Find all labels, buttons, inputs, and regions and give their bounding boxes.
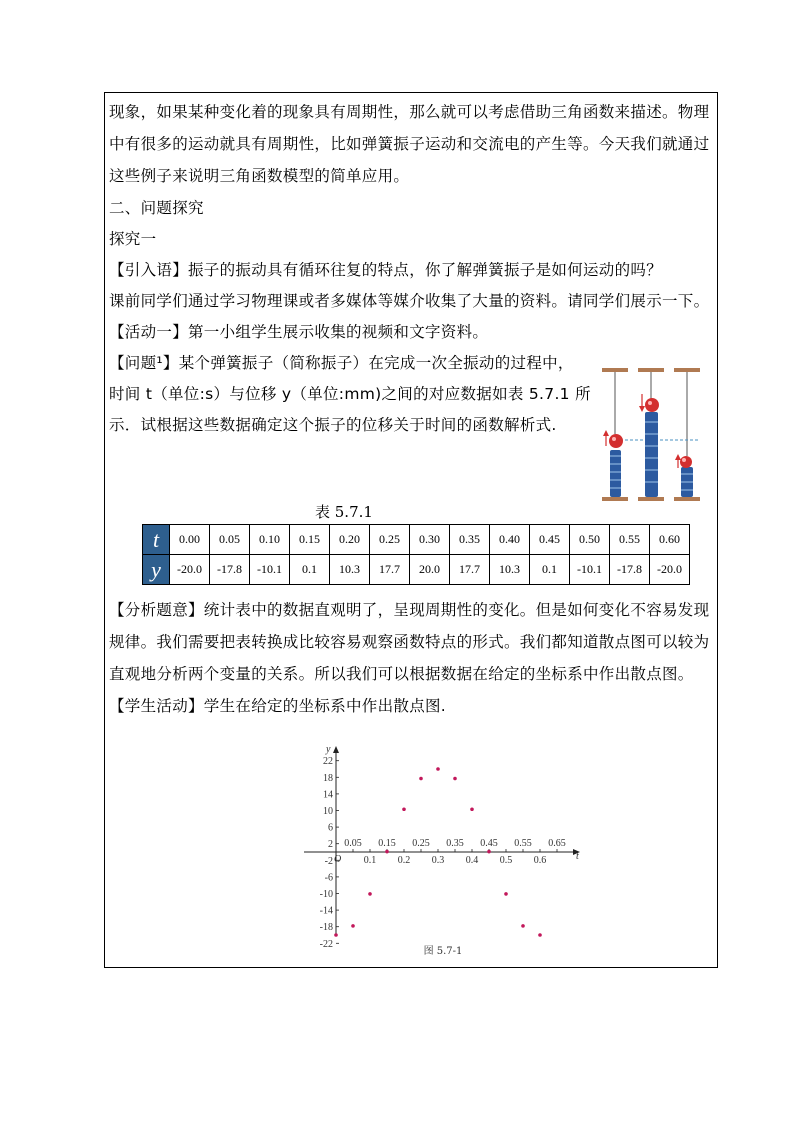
y-tick-label: -6 [324, 872, 333, 884]
t-value-cell: 0.55 [610, 525, 650, 555]
paragraph-line: 现象，如果某种变化着的现象具有周期性，那么就可以考虑借助三角函数来描述。物理 [109, 103, 710, 121]
t-value-cell: 0.15 [290, 525, 330, 555]
t-value-cell: 0.05 [210, 525, 250, 555]
data-point [351, 924, 355, 928]
y-value-cell: -20.0 [170, 555, 210, 585]
y-tick-label: -14 [319, 905, 333, 917]
spring-oscillator-illustration [596, 364, 706, 506]
question-line: 【问题¹】某个弹簧振子（简称振子）在完成一次全振动的过程中， [109, 354, 574, 372]
y-value-cell: -10.1 [250, 555, 290, 585]
y-axis-arrow [333, 746, 339, 753]
data-point [504, 892, 508, 896]
t-value-cell: 0.40 [490, 525, 530, 555]
y-value-cell: 0.1 [530, 555, 570, 585]
data-point [453, 777, 457, 781]
data-point [402, 807, 406, 811]
y-value-cell: 20.0 [410, 555, 450, 585]
t-value-cell: 0.20 [330, 525, 370, 555]
y-value-cell: -20.0 [650, 555, 690, 585]
y-tick-label: 18 [323, 772, 333, 784]
data-point [334, 933, 338, 937]
question-line: 时间 t（单位:s）与位移 y（单位:mm)之间的对应数据如表 5.7.1 所 [109, 385, 591, 403]
t-value-cell: 0.60 [650, 525, 690, 555]
y-tick-label: -10 [319, 889, 333, 900]
paragraph-line: 这些例子来说明三角函数模型的简单应用。 [109, 167, 410, 185]
data-point [487, 850, 491, 854]
y-tick-label: -18 [319, 922, 333, 934]
y-tick-label: 10 [323, 806, 333, 817]
t-value-cell: 0.35 [450, 525, 490, 555]
y-value-cell: 17.7 [370, 555, 410, 585]
x-tick-label: 0.3 [431, 855, 445, 866]
y-tick-label: 22 [323, 756, 333, 768]
figure-caption: 图 5.7-1 [423, 946, 463, 957]
x-axis-label: t [576, 851, 579, 862]
question-line: 示．试根据这些数据确定这个振子的位移关于时间的函数解析式. [109, 416, 557, 434]
y-axis-label: y [326, 744, 331, 755]
paragraph-line: 中有很多的运动就具有周期性，比如弹簧振子运动和交流电的产生等。今天我们就通过 [109, 135, 710, 153]
y-tick-label: 6 [328, 822, 333, 834]
paragraph-line: 【引入语】振子的振动具有循环往复的特点，你了解弹簧振子是如何运动的吗？ [109, 261, 663, 279]
scatter-chart [300, 742, 590, 958]
x-tick-label: 0.05 [344, 838, 362, 849]
t-value-cell: 0.30 [410, 525, 450, 555]
data-point [419, 777, 423, 781]
t-value-cell: 0.45 [530, 525, 570, 555]
y-tick-label: 2 [328, 839, 333, 851]
x-tick-label: 0.55 [514, 838, 532, 849]
x-tick-label: 0.5 [499, 855, 513, 866]
table-caption: 表 5.7.1 [315, 503, 373, 521]
origin-label: O [334, 854, 342, 865]
data-point [436, 767, 440, 771]
t-value-cell: 0.50 [570, 525, 610, 555]
x-tick-label: 0.25 [412, 838, 430, 849]
y-tick-label: 14 [323, 789, 333, 801]
x-tick-label: 0.15 [378, 838, 396, 849]
t-value-cell: 0.10 [250, 525, 290, 555]
data-point [470, 807, 474, 811]
paragraph-line: 课前同学们通过学习物理课或者多媒体等媒介收集了大量的资料。请同学们展示一下。 [109, 292, 710, 310]
data-point [538, 933, 542, 937]
table-row [143, 525, 690, 555]
subsection-heading: 探究一 [109, 230, 157, 248]
x-tick-label: 0.2 [397, 855, 411, 866]
y-value-cell: -10.1 [570, 555, 610, 585]
analysis-line: 直观地分析两个变量的关系。所以我们可以根据数据在给定的坐标系中作出散点图。 [109, 665, 694, 683]
t-value-cell: 0.25 [370, 525, 410, 555]
x-tick-label: 0.1 [363, 855, 377, 866]
data-point [385, 850, 389, 854]
y-value-cell: 17.7 [450, 555, 490, 585]
paragraph-line: 【活动一】第一小组学生展示收集的视频和文字资料。 [109, 323, 489, 341]
student-activity-line: 【学生活动】学生在给定的坐标系中作出散点图. [109, 697, 447, 715]
data-point [521, 924, 525, 928]
y-value-cell: 10.3 [330, 555, 370, 585]
y-tick-label: -2 [324, 855, 333, 867]
y-value-cell: 10.3 [490, 555, 530, 585]
x-tick-label: 0.35 [446, 838, 464, 849]
x-tick-label: 0.65 [548, 838, 566, 849]
analysis-line: 规律。我们需要把表转换成比较容易观察函数特点的形式。我们都知道散点图可以较为 [109, 633, 710, 651]
y-row-header: y [143, 555, 170, 585]
x-tick-label: 0.4 [465, 855, 479, 866]
data-table [142, 524, 690, 585]
section-heading: 二、问题探究 [109, 199, 204, 217]
y-tick-label: -22 [319, 938, 333, 950]
x-tick-label: 0.6 [533, 855, 547, 866]
t-value-cell: 0.00 [170, 525, 210, 555]
x-tick-label: 0.45 [480, 838, 498, 849]
table-row [143, 555, 690, 585]
y-value-cell: -17.8 [610, 555, 650, 585]
analysis-line: 【分析题意】统计表中的数据直观明了，呈现周期性的变化。但是如何变化不容易发现 [109, 601, 710, 619]
data-point [368, 892, 372, 896]
y-value-cell: 0.1 [290, 555, 330, 585]
t-row-header: t [143, 525, 170, 555]
y-value-cell: -17.8 [210, 555, 250, 585]
